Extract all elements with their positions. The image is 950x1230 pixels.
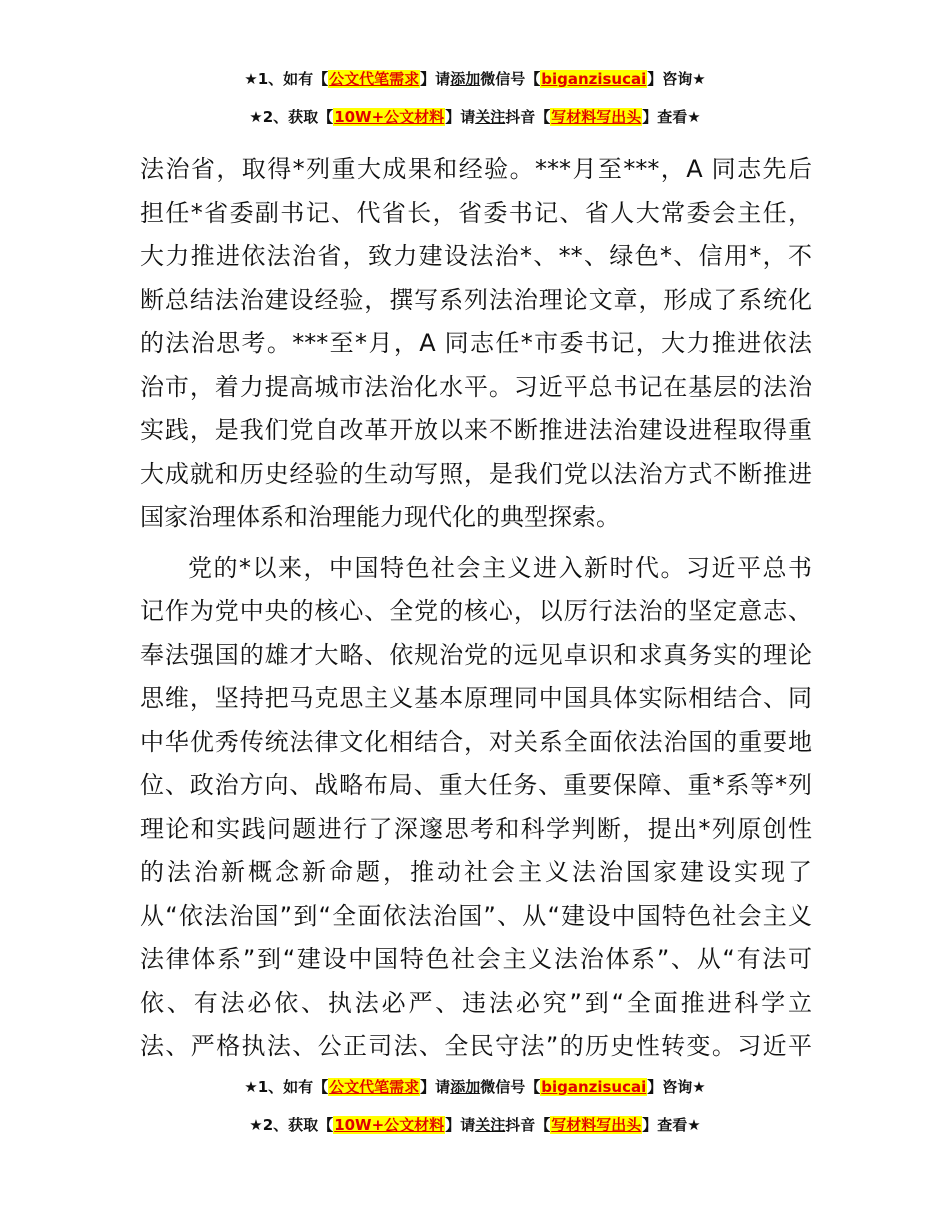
banner-underlined-text: 关注 (475, 108, 506, 126)
text-line: 治市，着力提高城市法治化水平。习近平总书记在基层的法治 (140, 372, 812, 401)
banner-highlight: 10W+公文材料 (334, 1116, 445, 1134)
text-line: 实践，是我们党自改革开放以来不断推进法治建设进程取得重 (140, 416, 812, 444)
text-line: 的法治新概念新命题，推动社会主义法治国家建设实现了 (140, 858, 812, 886)
banner-highlight: 10W+公文材料 (334, 108, 445, 126)
text-line: 中华优秀传统法律文化相结合，对关系全面依法治国的重要地 (140, 727, 812, 756)
text-line: 的法治思考。***至*月，A 同志任*市委书记，大力推进依法 (140, 329, 812, 357)
text-line: 大成就和历史经验的生动写照，是我们党以法治方式不断推进 (140, 459, 812, 488)
banner-text: 微信号【 (480, 1078, 541, 1096)
paragraph-gap (140, 540, 812, 547)
text-line: 断总结法治建设经验，撰写系列法治理论文章，形成了系统化 (140, 285, 812, 314)
banner-text: 】请 (420, 1078, 451, 1096)
bottom-banner-materials (0, 1113, 950, 1137)
banner-text: 】查看★ (642, 1116, 701, 1134)
banner-highlight: 写材料写出头 (551, 1116, 642, 1134)
banner-highlight: 写材料写出头 (551, 108, 642, 126)
text-line: 法治省，取得*列重大成果和经验。***月至***，A 同志先后 (140, 155, 812, 183)
banner-text: ★1、如有【 (244, 1078, 329, 1096)
banner-text: ★2、获取【 (249, 1116, 334, 1134)
paragraph (140, 148, 812, 540)
banner-text: 抖音【 (505, 108, 551, 126)
banner-text: 】请 (445, 108, 476, 126)
text-line: 依、有法必依、执法必严、违法必究”到“全面推进科学立 (140, 988, 812, 1017)
text-line: 大力推进依法治省，致力建设法治*、**、绿色*、信用*，不 (140, 242, 812, 270)
bottom-banner-contact (0, 1075, 950, 1099)
text-line: 法、严格执法、公正司法、全民守法”的历史性转变。习近平 (140, 1032, 812, 1060)
banner-text: ★2、获取【 (249, 108, 334, 126)
banner-highlight: biganzisucai (541, 1078, 647, 1096)
text-line: 奉法强国的雄才大略、依规治党的远见卓识和求真务实的理论 (140, 640, 812, 669)
text-line: 理论和实践问题进行了深邃思考和科学判断，提出*列原创性 (140, 814, 812, 843)
top-banner-materials (0, 105, 950, 129)
text-line: 位、政治方向、战略布局、重大任务、重要保障、重*系等*列 (140, 771, 812, 799)
paragraph (140, 547, 812, 1069)
text-line: 国家治理体系和治理能力现代化的典型探索。 (140, 503, 620, 531)
document-body (140, 148, 812, 1069)
banner-underlined-text: 添加 (450, 70, 481, 88)
text-line: 担任*省委副书记、代省长，省委书记、省人大常委会主任， (140, 198, 812, 227)
banner-text: 】查看★ (642, 108, 701, 126)
banner-highlight: 公文代笔需求 (329, 1078, 420, 1096)
banner-underlined-text: 关注 (475, 1116, 506, 1134)
banner-text: 抖音【 (505, 1116, 551, 1134)
text-line: 从“依法治国”到“全面依法治国”、从“建设中国特色社会主义 (140, 901, 812, 930)
banner-text: ★1、如有【 (244, 70, 329, 88)
banner-underlined-text: 添加 (450, 1078, 481, 1096)
banner-highlight: biganzisucai (541, 70, 647, 88)
banner-text: 微信号【 (480, 70, 541, 88)
banner-text: 】请 (445, 1116, 476, 1134)
banner-text: 】咨询★ (647, 70, 706, 88)
text-line: 记作为党中央的核心、全党的核心，以厉行法治的坚定意志、 (140, 597, 812, 625)
banner-text: 】请 (420, 70, 451, 88)
text-line: 法律体系”到“建设中国特色社会主义法治体系”、从“有法可 (140, 945, 812, 973)
banner-text: 】咨询★ (647, 1078, 706, 1096)
banner-highlight: 公文代笔需求 (329, 70, 420, 88)
text-line: 思维，坚持把马克思主义基本原理同中国具体实际相结合、同 (140, 684, 812, 712)
top-banner-contact (0, 67, 950, 91)
text-line: 党的*以来，中国特色社会主义进入新时代。习近平总书 (188, 553, 812, 582)
